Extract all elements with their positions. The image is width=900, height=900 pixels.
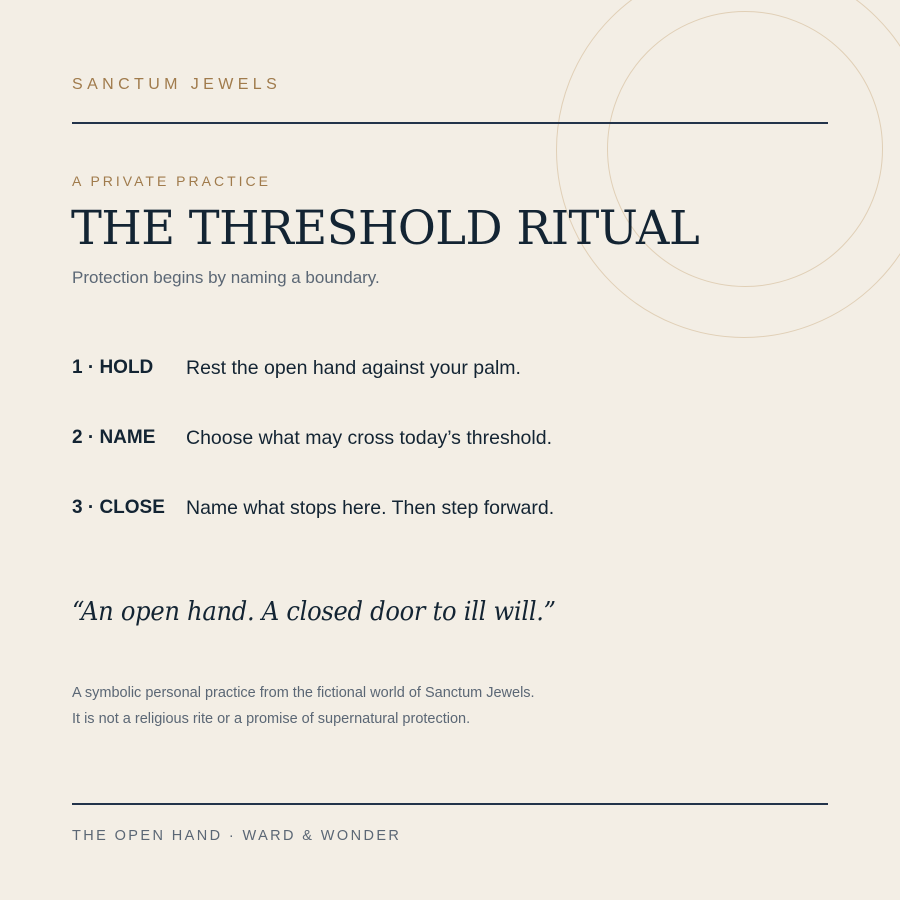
brand-name: SANCTUM JEWELS — [72, 76, 282, 93]
page-subtitle: Protection begins by naming a boundary. — [72, 268, 380, 287]
step-label: 2 · NAME — [72, 427, 156, 448]
footer-tagline: THE OPEN HAND · WARD & WONDER — [72, 828, 402, 844]
top-divider — [72, 122, 828, 124]
step-text: Choose what may cross today’s threshold. — [186, 427, 552, 449]
disclaimer-line: A symbolic personal practice from the fictional world of Sanctum Jewels. — [72, 685, 535, 701]
disclaimer-line: It is not a religious rite or a promise of supernatural protection. — [72, 711, 471, 727]
step-text: Name what stops here. Then step forward. — [186, 497, 555, 519]
pull-quote: “An open hand. A closed door to ill will.” — [72, 597, 556, 627]
page-title: THE THRESHOLD RITUAL — [71, 201, 700, 256]
eyebrow-label: A PRIVATE PRACTICE — [72, 173, 271, 189]
bottom-divider — [72, 803, 828, 805]
step-label: 1 · HOLD — [72, 357, 154, 378]
step-text: Rest the open hand against your palm. — [186, 357, 521, 379]
step-label: 3 · CLOSE — [72, 497, 165, 518]
